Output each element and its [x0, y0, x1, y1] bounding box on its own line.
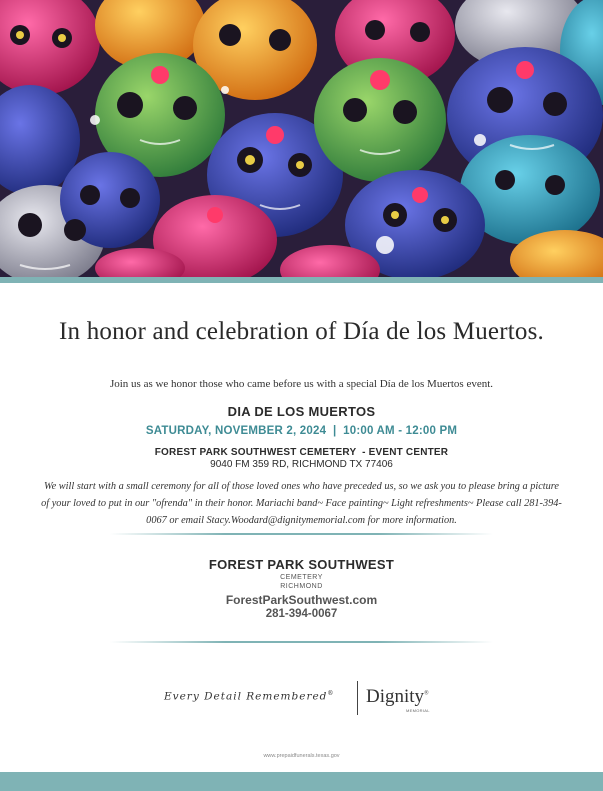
dignity-logo	[366, 686, 429, 708]
section-divider	[110, 533, 493, 535]
dignity-logo-text: Dignity	[366, 686, 425, 707]
location-city: RICHMOND	[280, 583, 323, 590]
section-divider-lower	[110, 641, 493, 643]
footer-link[interactable]: www.prepaidfunerals.texas.gov	[263, 753, 340, 759]
hero-image	[0, 0, 603, 277]
event-venue: FOREST PARK SOUTHWEST CEMETERY - EVENT CENTER	[154, 447, 449, 458]
hero-accent-bar	[0, 277, 603, 283]
sugar-skulls-photo	[0, 0, 603, 277]
location-type: CEMETERY	[280, 574, 323, 581]
brand-tagline-text: Every Detail Remembered	[164, 690, 328, 703]
location-website-link[interactable]: ForestParkSouthwest.com	[225, 593, 378, 607]
event-name: DIA DE LOS MUERTOS	[227, 404, 376, 419]
footer-accent-bar	[0, 772, 603, 791]
dignity-logo-subtext: MEMORIAL	[406, 708, 430, 713]
event-address: 9040 FM 359 RD, RICHMOND TX 77406	[210, 459, 393, 470]
brand-tagline	[164, 690, 350, 703]
brand-tagline-mark: ®	[327, 690, 335, 697]
event-details: We will start with a small ceremony for all of those loved ones who have preceded us, so we ask you to please bring a picture of your loved to put in our "ofrenda" in their honor. Mariachi band~ Face painting~ Light refreshments~ Please call 281-394-0067 or email Stacy.Woodard@dignitymemorial.com for more information.	[41, 481, 562, 526]
page-headline: In honor and celebration of Día de los Muertos.	[59, 318, 544, 345]
location-phone[interactable]: 281-394-0067	[265, 608, 338, 620]
dignity-logo-mark: ®	[424, 690, 429, 697]
location-name: FOREST PARK SOUTHWEST	[208, 557, 395, 572]
event-date-time: SATURDAY, NOVEMBER 2, 2024 | 10:00 AM - 12:00 PM	[145, 425, 458, 437]
intro-text: Join us as we honor those who came before us with a special Día de los Muertos event.	[109, 378, 494, 390]
brand-separator	[357, 681, 358, 715]
